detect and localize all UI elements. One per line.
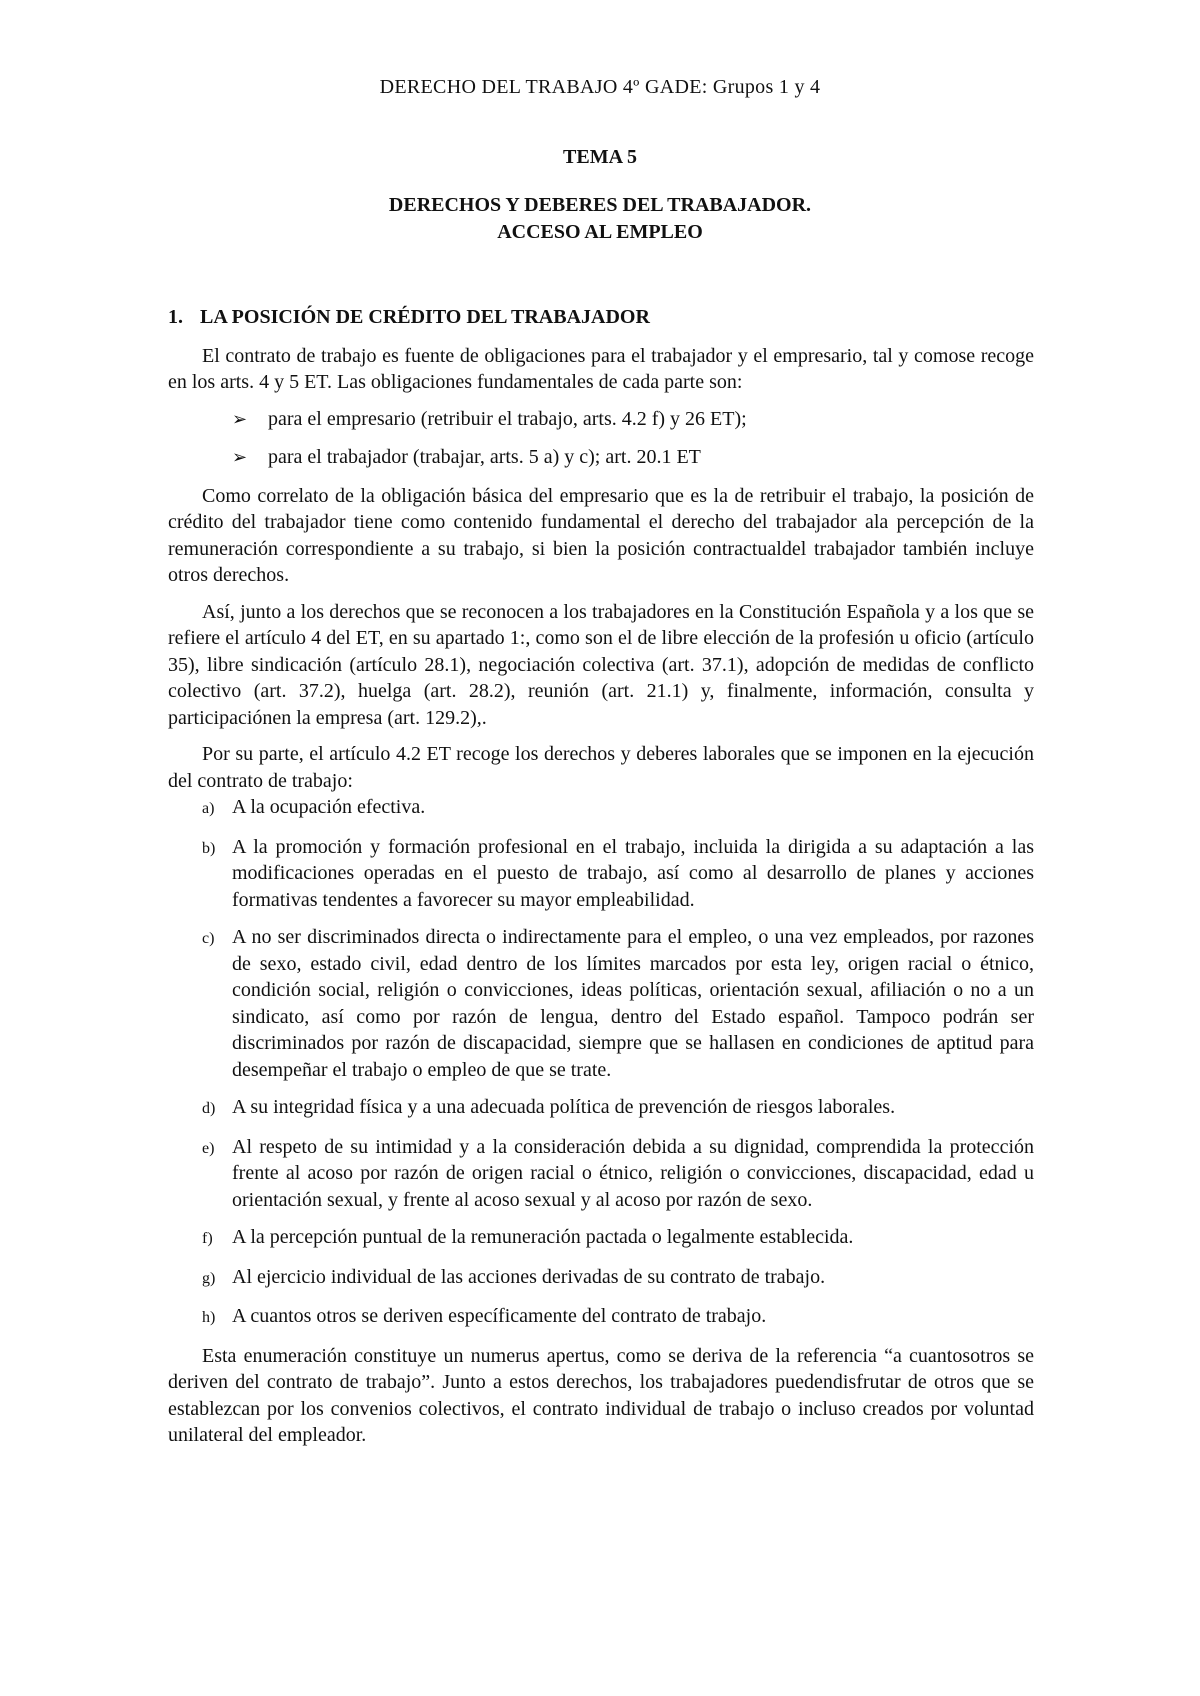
list-item	[168, 794, 1034, 823]
list-item-text: A la ocupación efectiva.	[232, 796, 426, 818]
paragraph-correlato: Como correlato de la obligación básica del empresario que es la de retribuir el trabajo, la posición de crédito del trabajador tiene como contenido fundamental el derecho del trabajador ala percepción de la remuneración correspondiente a su trabajo, si bien la posición contractualdel trabajador también incluye otros derechos.	[168, 484, 1034, 586]
title-line-2: ACCESO AL EMPLEO	[497, 221, 703, 243]
list-marker: d)	[202, 1100, 216, 1117]
section-title: LA POSICIÓN DE CRÉDITO DEL TRABAJADOR	[200, 306, 650, 328]
list-marker: h)	[202, 1309, 216, 1326]
list-item	[168, 1303, 1034, 1332]
list-item	[168, 924, 1034, 1083]
list-item-text: Al respeto de su intimidad y a la consideración debida a su dignidad, comprendida la protección frente al acoso por razón de origen racial o étnico, religión o convicciones, discapacidad, edad u orientación sexual, y frente al acoso sexual y al acoso por razón de sexo.	[232, 1135, 1034, 1211]
list-item-text: A su integridad física y a una adecuada política de prevención de riesgos laborales.	[232, 1096, 896, 1118]
list-marker: f)	[202, 1230, 213, 1247]
obligations-list	[168, 406, 1034, 471]
list-item-text: A no ser discriminados directa o indirectamente para el empleo, o una vez empleados, por razones de sexo, estado civil, edad dentro de los límites marcados por esta ley, origen racial o étnico, condición social, religión o convicciones, ideas políticas, orientación sexual, afiliación o no a un sindicato, así como por razón de lengua, dentro del Estado español. Tampoco podrán ser discriminados por razón de discapacidad, siempre que se hallasen en condiciones de aptitud para desempeñar el trabajo o empleo de que se trate.	[232, 926, 1034, 1081]
arrow-bullet-icon: ➢	[232, 408, 248, 429]
list-item	[168, 406, 1034, 433]
list-item-text: A la promoción y formación profesional en el trabajo, incluida la dirigida a su adaptación a las modificaciones operadas en el puesto de trabajo, así como al desarrollo de planes y acciones formativas tendentes a favorecer su mayor empleabilidad.	[232, 835, 1034, 911]
paragraph-constitucion: Así, junto a los derechos que se reconocen a los trabajadores en la Constitución Española y a los que se refiere el artículo 4 del ET, en su apartado 1:, como son el de libre elección de la profesión u oficio (artículo 35), libre sindicación (artículo 28.1), negociación colectiva (art. 37.1), adopción de medidas de conflicto colectivo (art. 37.2), huelga (art. 28.2), reunión (art. 21.1) y, finalmente, información, consulta y participaciónen la empresa (art. 129.2),.	[168, 600, 1034, 729]
paragraph-numerus-apertus: Esta enumeración constituye un numerus apertus, como se deriva de la referencia “a cuantosotros se deriven del contrato de trabajo”. Junto a estos derechos, los trabajadores puedendisfrutar de otros que se establezcan por los convenios colectivos, el contrato individual de trabajo o incluso creados por voluntad unilateral del empleador.	[168, 1344, 1034, 1446]
title-line-1: DERECHOS Y DEBERES DEL TRABAJADOR.	[388, 194, 812, 216]
list-marker: a)	[202, 800, 215, 817]
bullet-text: para el trabajador (trabajar, arts. 5 a) y c); art. 20.1 ET	[268, 446, 701, 468]
rights-list	[168, 794, 1034, 1332]
list-item	[168, 1094, 1034, 1123]
list-marker: c)	[202, 930, 215, 947]
list-item-text: Al ejercicio individual de las acciones derivadas de su contrato de trabajo.	[232, 1265, 826, 1288]
list-item	[168, 1224, 1034, 1253]
list-item	[168, 1264, 1034, 1293]
document-title	[0, 192, 1200, 246]
list-marker: e)	[202, 1139, 215, 1157]
arrow-bullet-icon: ➢	[232, 447, 248, 467]
list-item-text: A cuantos otros se deriven específicamente del contrato de trabajo.	[232, 1305, 767, 1327]
course-header: DERECHO DEL TRABAJO 4º GADE: Grupos 1 y 4	[379, 76, 821, 98]
list-marker: g)	[202, 1269, 216, 1287]
paragraph-articulo-4-2: Por su parte, el artículo 4.2 ET recoge los derechos y deberes laborales que se imponen en la ejecución del contrato de trabajo:	[168, 743, 1034, 792]
topic-number: TEMA 5	[563, 146, 637, 168]
paragraph-intro: El contrato de trabajo es fuente de obligaciones para el trabajador y el empresario, tal y comose recoge en los arts. 4 y 5 ET. Las obligaciones fundamentales de cada parte son:	[168, 344, 1034, 393]
list-marker: b)	[202, 839, 216, 857]
list-item	[168, 1134, 1034, 1214]
list-item-text: A la percepción puntual de la remuneración pactada o legalmente establecida.	[232, 1226, 854, 1248]
list-item	[168, 834, 1034, 914]
list-item	[168, 444, 1034, 471]
section-heading	[168, 304, 1034, 331]
section-number: 1.	[168, 306, 183, 328]
bullet-text: para el empresario (retribuir el trabajo, arts. 4.2 f) y 26 ET);	[268, 407, 747, 430]
document-body	[168, 304, 1034, 1459]
